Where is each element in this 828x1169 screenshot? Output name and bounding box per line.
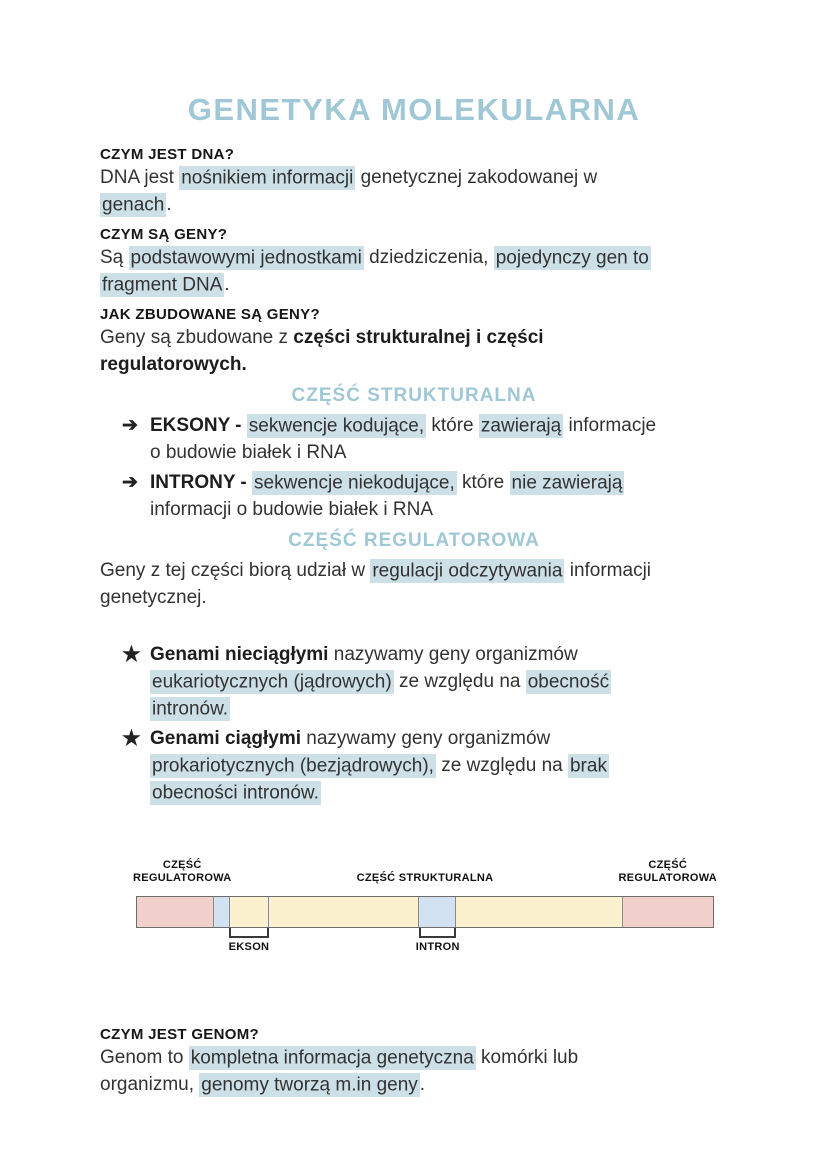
text-segment: genetycznej zakodowanej w <box>355 167 598 188</box>
text-segment: komórki lub organizmu, <box>100 1047 579 1095</box>
section-geny <box>100 226 728 298</box>
text-segment: zawierają <box>480 415 562 436</box>
gene-segment-pink <box>623 897 713 927</box>
list-item-introny <box>122 469 728 523</box>
text-segment: regulacji odczytywania <box>372 560 563 581</box>
text-segment: nazywamy geny organizmów <box>301 728 551 749</box>
text-segment: nie zawierają <box>511 472 623 493</box>
gene-structure-diagram <box>132 852 718 980</box>
text-segment: genomy tworzą m.in geny <box>201 1074 418 1095</box>
section-dna <box>100 146 728 218</box>
section-genom <box>100 1026 728 1098</box>
text-segment: kompletna informacja genetyczna <box>190 1047 474 1068</box>
text-segment: które <box>456 472 510 493</box>
list-item-text <box>150 412 670 466</box>
text-segment: ze względu na <box>393 671 526 692</box>
text-segment: sekwencje kodujące, <box>248 415 425 436</box>
paragraph-dna <box>100 164 670 218</box>
text-segment: informacje o budowie białek i RNA <box>150 415 657 463</box>
list-item-text <box>150 469 670 523</box>
heading-czym-jest-genom: CZYM JEST GENOM? <box>100 1026 259 1043</box>
label-regulatory-left: CZĘŚĆ REGULATOROWA <box>132 858 232 885</box>
gene-segment-blue <box>214 897 230 927</box>
label-structural: CZĘŚĆ STRUKTURALNA <box>356 872 494 885</box>
page-title: GENETYKA MOLEKULARNA <box>187 92 641 127</box>
star-icon: ★ <box>122 643 141 666</box>
text-segment: informacji o budowie białek i RNA <box>150 499 434 520</box>
text-segment: Geny z tej części biorą udział w <box>100 560 371 581</box>
list-item-geny-ciagle <box>122 725 728 806</box>
text-segment: informacji genetycznej. <box>100 560 652 608</box>
callout-label: EKSON <box>228 941 270 953</box>
gene-segment-blue <box>419 897 456 927</box>
text-segment: brak obecności intronów. <box>152 755 607 803</box>
text-segment: Genami nieciągłymi <box>150 644 329 665</box>
gene-types-list <box>122 641 728 806</box>
heading-czesc-regulatorowa: CZĘŚĆ REGULATOROWA <box>288 530 540 551</box>
text-segment: pojedynczy gen to fragment DNA <box>102 247 649 295</box>
text-segment: Genami ciągłymi <box>150 728 302 749</box>
text-segment: DNA jest <box>100 167 180 188</box>
text-segment: sekwencje niekodujące, <box>254 472 455 493</box>
text-segment: INTRONY - <box>150 472 253 493</box>
list-item-eksony <box>122 412 728 466</box>
diagram-labels <box>132 852 718 896</box>
star-icon: ★ <box>122 727 141 750</box>
gene-segment-yellow <box>456 897 622 927</box>
list-item-text <box>150 725 670 806</box>
list-item-text <box>150 641 670 722</box>
heading-jak-zbudowane-sa-geny: JAK ZBUDOWANE SĄ GENY? <box>100 306 320 323</box>
text-segment: które <box>426 415 479 436</box>
gene-callouts <box>136 928 714 980</box>
label-regulatory-right: CZĘŚĆ REGULATOROWA <box>618 858 718 885</box>
text-segment: nośnikiem informacji <box>181 167 354 188</box>
section-budowa-genow <box>100 306 728 378</box>
text-segment: nazywamy geny organizmów <box>328 644 578 665</box>
paragraph-genom <box>100 1044 670 1098</box>
text-segment: genach <box>102 194 165 215</box>
paragraph-budowa <box>100 324 670 378</box>
callout-label: INTRON <box>415 941 460 953</box>
text-segment: Geny są zbudowane z <box>100 327 294 348</box>
text-segment: eukariotycznych (jądrowych) <box>152 671 392 692</box>
gene-segment-yellow <box>230 897 270 927</box>
text-segment: ze względu na <box>435 755 568 776</box>
text-segment: . <box>224 274 230 295</box>
text-segment: prokariotycznych (bezjądrowych), <box>152 755 434 776</box>
text-segment: . <box>166 194 172 215</box>
heading-czym-sa-geny: CZYM SĄ GENY? <box>100 226 228 243</box>
text-segment: podstawowymi jednostkami <box>130 247 362 268</box>
gene-bar <box>136 896 714 928</box>
list-item-geny-nieciagle <box>122 641 728 722</box>
paragraph-regulatorowa <box>100 557 670 611</box>
paragraph-geny <box>100 244 670 298</box>
gene-segment-yellow <box>269 897 419 927</box>
callout-bracket <box>415 928 460 953</box>
heading-czym-jest-dna: CZYM JEST DNA? <box>100 146 235 163</box>
text-segment: EKSONY - <box>150 415 247 436</box>
gene-segment-pink <box>137 897 214 927</box>
text-segment: dziedziczenia, <box>363 247 494 268</box>
text-segment: Są <box>100 247 129 268</box>
exon-intron-list <box>122 412 728 523</box>
heading-czesc-strukturalna: CZĘŚĆ STRUKTURALNA <box>291 385 537 406</box>
arrow-icon: ➔ <box>122 472 138 493</box>
text-segment: Genom to <box>100 1047 189 1068</box>
callout-bracket <box>228 928 270 953</box>
text-segment: obecność intronów. <box>152 671 610 719</box>
text-segment: . <box>419 1074 426 1095</box>
arrow-icon: ➔ <box>122 415 138 436</box>
text-segment: części strukturalnej i części regulatorowych. <box>100 327 544 375</box>
